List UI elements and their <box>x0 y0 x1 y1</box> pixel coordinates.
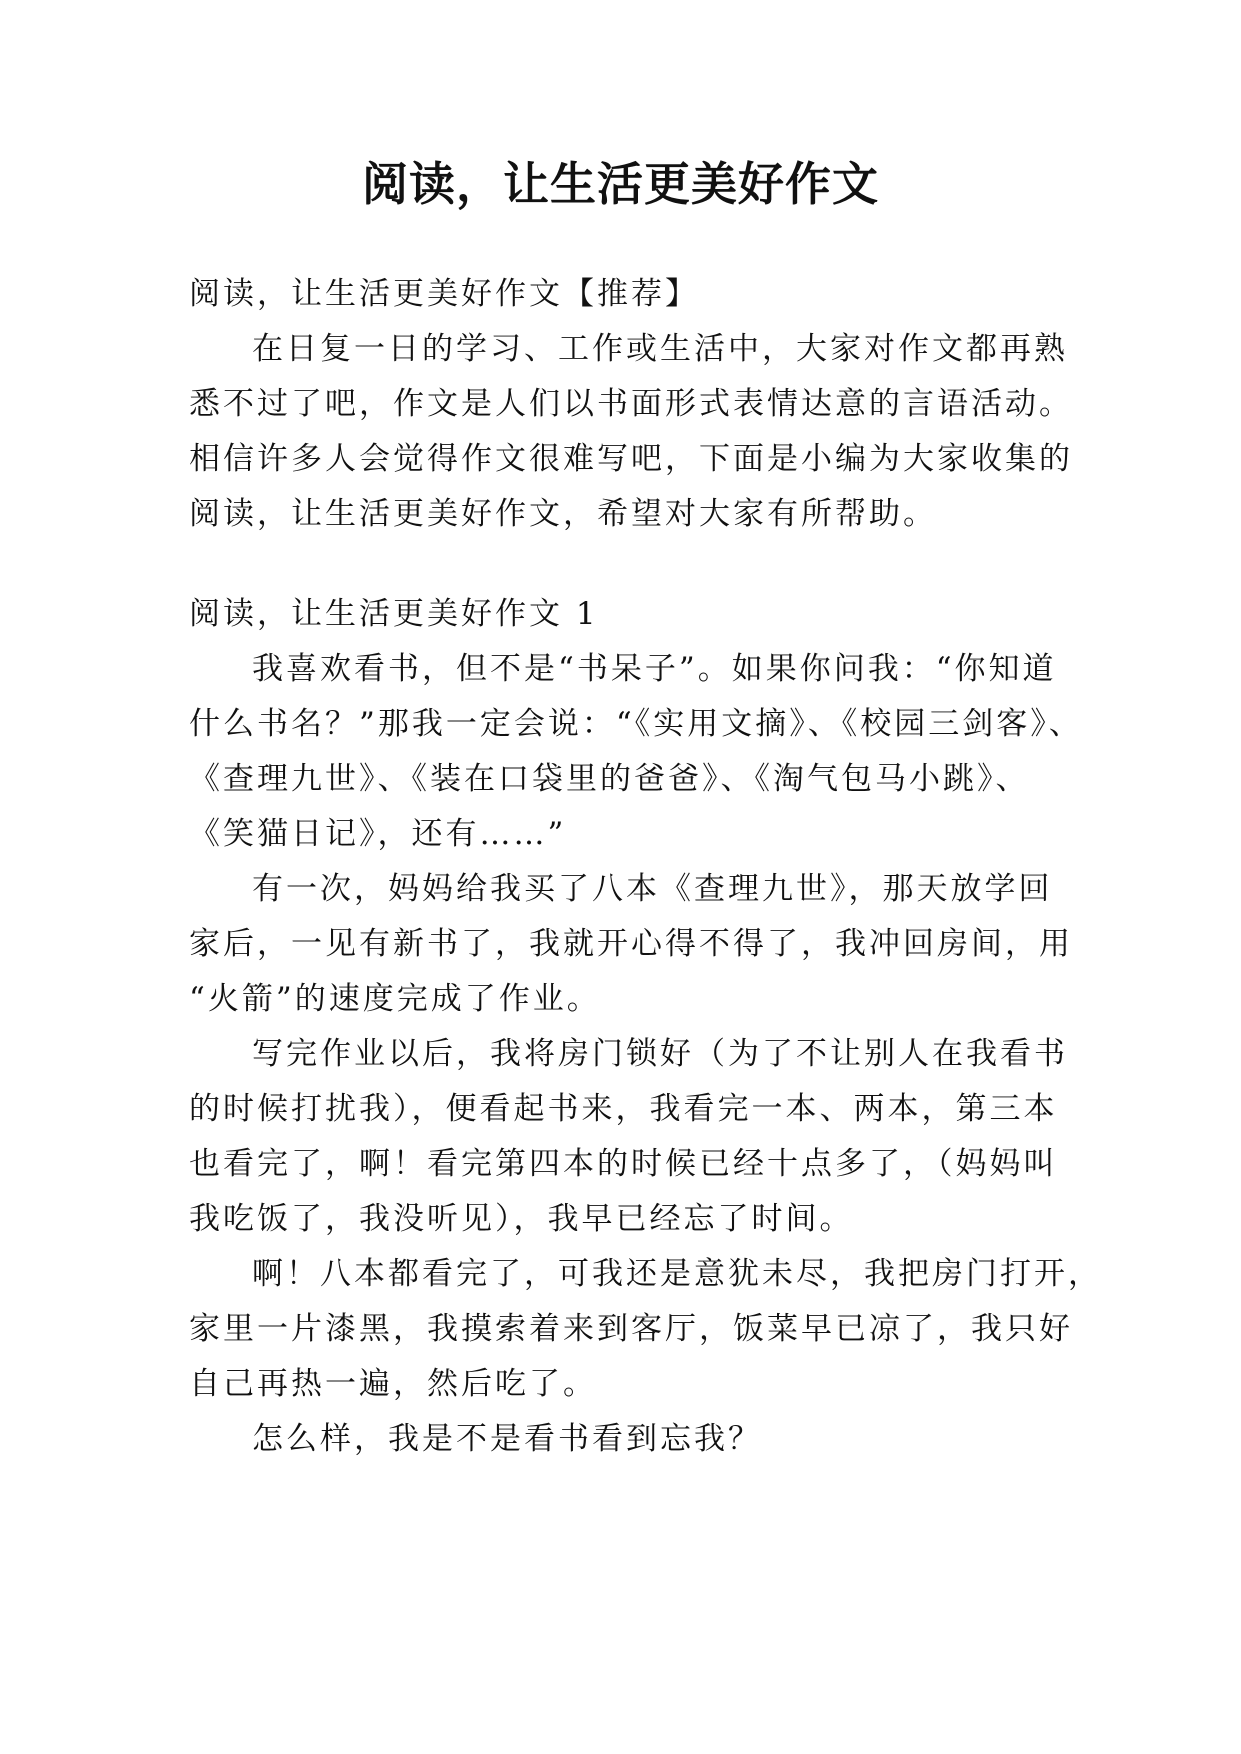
essay1-line: “火箭”的速度完成了作业。 <box>189 981 601 1017</box>
essay1-line: 《查理九世》、《装在口袋里的爸爸》、《淘气包马小跳》、 <box>189 761 1030 797</box>
intro-line: 在日复一日的学习、工作或生活中，大家对作文都再熟 <box>252 331 1068 367</box>
essay1-line: 也看完了，啊！看完第四本的时候已经十点多了，（妈妈叫 <box>189 1146 1058 1182</box>
essay1-heading: 阅读，让生活更美好作文 1 <box>189 596 599 632</box>
essay1-line: 我吃饭了，我没听见），我早已经忘了时间。 <box>189 1201 854 1237</box>
intro-line: 悉不过了吧，作文是人们以书面形式表情达意的言语活动。 <box>189 386 1073 422</box>
intro-line: 相信许多人会觉得作文很难写吧，下面是小编为大家收集的 <box>189 441 1073 477</box>
essay1-line: 什么书名？”那我一定会说：“《实用文摘》、《校园三剑客》、 <box>189 706 1083 742</box>
document-title: 阅读，让生活更美好作文 <box>362 157 879 211</box>
essay1-line: 有一次，妈妈给我买了八本《查理九世》，那天放学回 <box>252 871 1053 907</box>
essay1-line: 我喜欢看书，但不是“书呆子”。如果你问我：“你知道 <box>252 651 1057 687</box>
essay1-line: 写完作业以后，我将房门锁好（为了不让别人在我看书 <box>252 1036 1068 1072</box>
essay1-line: 家后，一见有新书了，我就开心得不得了，我冲回房间，用 <box>189 926 1073 962</box>
intro-line: 阅读，让生活更美好作文，希望对大家有所帮助。 <box>189 496 937 532</box>
essay1-line: 家里一片漆黑，我摸索着来到客厅，饭菜早已凉了，我只好 <box>189 1311 1073 1347</box>
essay1-line: 啊！八本都看完了，可我还是意犹未尽，我把房门打开， <box>252 1256 1102 1292</box>
essay1-line: 的时候打扰我），便看起书来，我看完一本、两本，第三本 <box>189 1091 1058 1127</box>
intro-heading: 阅读，让生活更美好作文【推荐】 <box>189 276 699 312</box>
essay1-line: 怎么样，我是不是看书看到忘我？ <box>252 1421 762 1457</box>
essay1-line: 自己再热一遍，然后吃了。 <box>189 1366 597 1402</box>
essay1-line: 《笑猫日记》，还有……” <box>189 816 567 852</box>
